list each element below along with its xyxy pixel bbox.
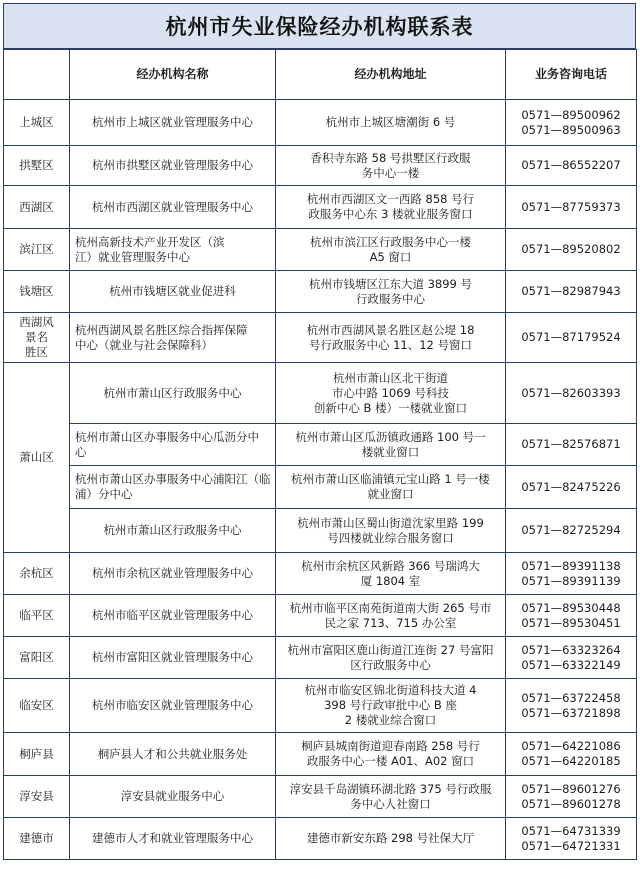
- address-line: 政服务中心东 3 楼就业服务窗口: [308, 207, 473, 221]
- address-line: 398 号行政审批中心 B 座: [324, 698, 457, 712]
- org-name-line: 杭州市西湖区就业管理服务中心: [92, 199, 253, 214]
- phone-number[interactable]: 0571—63721898: [521, 705, 621, 720]
- phone-cell: [506, 186, 637, 229]
- header-org-name: 经办机构名称: [70, 50, 276, 100]
- address-line: 桐庐县城南街道迎春南路 258 号行: [301, 739, 480, 753]
- phone-number[interactable]: 0571—89391138: [521, 558, 621, 573]
- table-row: [4, 466, 637, 509]
- org-name-cell: [70, 818, 276, 860]
- phone-cell: [506, 313, 637, 363]
- address-cell: [276, 595, 506, 637]
- address-line: 杭州市西湖风景名胜区赵公堤 18: [306, 322, 475, 337]
- org-name-cell: [70, 466, 276, 509]
- org-name-cell: [70, 509, 276, 553]
- phone-cell: [506, 733, 637, 776]
- phone-cell: [506, 229, 637, 271]
- phone-number[interactable]: 0571—63323264: [521, 642, 621, 657]
- address-cell: [276, 271, 506, 313]
- org-name-line: 杭州西湖风景名胜区综合指挥保障: [75, 322, 248, 337]
- phone-number[interactable]: 0571—82725294: [521, 523, 621, 537]
- phone-cell: [506, 100, 637, 146]
- district-cell: [4, 637, 70, 679]
- address-line: 杭州市萧山区瓜沥镇政通路 100 号一: [295, 429, 486, 444]
- org-name-line: 杭州高新技术产业开发区（滨: [75, 234, 225, 249]
- phone-number[interactable]: 0571—89520802: [521, 242, 621, 256]
- org-name-line: 杭州市富阳区就业管理服务中心: [92, 650, 253, 664]
- org-name-line: 杭州市拱墅区就业管理服务中心: [92, 158, 253, 172]
- district-cell: [4, 100, 70, 146]
- address-line: 建德市新安东路 298 号社保大厅: [306, 831, 475, 845]
- district-line: 淳安县: [19, 789, 54, 803]
- district-line: 钱塘区: [19, 284, 54, 298]
- district-line: 胜区: [25, 345, 48, 359]
- address-line: 号四楼就业综合服务窗口: [327, 530, 454, 545]
- phone-cell: [506, 776, 637, 818]
- district-cell: [4, 776, 70, 818]
- phone-number[interactable]: 0571—64731339: [521, 823, 621, 838]
- org-name-line: 心: [75, 444, 87, 459]
- address-line: 市心中路 1069 号科技: [331, 385, 450, 400]
- phone-number[interactable]: 0571—89601278: [521, 796, 621, 811]
- district-line: 上城区: [19, 115, 54, 129]
- phone-number[interactable]: 0571—63322149: [521, 657, 621, 672]
- header-district: [4, 50, 70, 100]
- address-cell: [276, 466, 506, 509]
- address-line: 号行政服务中心 11、12 号窗口: [308, 337, 473, 352]
- address-line: 行政服务中心: [356, 291, 425, 306]
- org-name-line: 杭州市临平区就业管理服务中心: [92, 608, 253, 622]
- district-cell: [4, 818, 70, 860]
- org-name-line: 杭州市萧山区办事服务中心浦阳江（临: [75, 472, 271, 486]
- district-line: 桐庐县: [19, 746, 54, 761]
- address-line: 杭州市富阳区鹿山街道江连街 27 号富阳: [287, 642, 494, 657]
- district-cell: [4, 733, 70, 776]
- phone-number[interactable]: 0571—86552207: [521, 158, 621, 172]
- address-cell: [276, 733, 506, 776]
- org-name-line: 中心（就业与社会保障科）: [75, 337, 213, 352]
- address-line: 厦 1804 室: [360, 573, 421, 588]
- district-line: 建德市: [19, 831, 54, 845]
- table-row: [4, 229, 637, 271]
- org-name-cell: [70, 595, 276, 637]
- phone-cell: [506, 679, 637, 733]
- address-cell: [276, 146, 506, 186]
- table-row: [4, 509, 637, 553]
- table-row: [4, 313, 637, 363]
- address-line: 杭州市上城区塘潮街 6 号: [325, 115, 456, 129]
- phone-number[interactable]: 0571—87179524: [521, 330, 621, 344]
- district-line: 富阳区: [19, 650, 54, 664]
- district-cell: [4, 679, 70, 733]
- district-line: 拱墅区: [19, 158, 54, 172]
- district-line: 滨江区: [19, 242, 54, 256]
- address-cell: [276, 509, 506, 553]
- table-row: [4, 637, 637, 679]
- phone-number[interactable]: 0571—89500963: [521, 122, 621, 137]
- address-cell: [276, 363, 506, 424]
- phone-cell: [506, 509, 637, 553]
- address-line: 香积寺东路 58 号拱墅区行政服: [310, 150, 471, 165]
- contact-table: [3, 49, 637, 860]
- phone-cell: [506, 466, 637, 509]
- address-line: 杭州市滨江区行政服务中心一楼: [310, 234, 471, 249]
- phone-number[interactable]: 0571—64721331: [521, 838, 621, 853]
- address-cell: [276, 229, 506, 271]
- district-cell: [4, 186, 70, 229]
- org-name-line: 建德市人才和就业管理服务中心: [92, 831, 253, 845]
- table-row: [4, 679, 637, 733]
- table-row: [4, 553, 637, 595]
- district-cell: [4, 595, 70, 637]
- phone-cell: [506, 363, 637, 424]
- phone-cell: [506, 637, 637, 679]
- address-cell: [276, 637, 506, 679]
- org-name-line: 淳安县就业服务中心: [120, 789, 225, 803]
- address-line: 务中心一楼: [361, 165, 420, 180]
- table-row: [4, 424, 637, 466]
- table-row: [4, 146, 637, 186]
- page-title: 杭州市失业保险经办机构联系表: [3, 3, 636, 49]
- phone-number[interactable]: 0571—82576871: [521, 437, 621, 451]
- org-name-line: 杭州市萧山区行政服务中心: [103, 385, 242, 400]
- phone-cell: [506, 424, 637, 466]
- address-cell: [276, 100, 506, 146]
- address-line: 务中心人社窗口: [350, 796, 431, 811]
- phone-number[interactable]: 0571—82603393: [521, 385, 621, 400]
- org-name-cell: [70, 100, 276, 146]
- phone-cell: [506, 146, 637, 186]
- address-line: 杭州市钱塘区江东大道 3899 号: [308, 276, 473, 291]
- phone-cell: [506, 553, 637, 595]
- phone-number[interactable]: 0571—89601276: [521, 781, 621, 796]
- district-cell: [4, 229, 70, 271]
- org-name-line: 杭州市上城区就业管理服务中心: [92, 115, 253, 129]
- address-line: 政服务中心一楼 A01、A02 窗口: [306, 754, 475, 768]
- table-row: [4, 776, 637, 818]
- header-row: [4, 50, 637, 100]
- table-row: [4, 733, 637, 776]
- phone-cell: [506, 271, 637, 313]
- table-row: [4, 100, 637, 146]
- org-name-cell: [70, 229, 276, 271]
- org-name-cell: [70, 146, 276, 186]
- district-line: 临安区: [19, 698, 54, 712]
- header-phone: 业务咨询电话: [506, 50, 637, 100]
- org-name-line: 杭州市临安区就业管理服务中心: [92, 698, 253, 712]
- org-name-line: 杭州市余杭区就业管理服务中心: [92, 566, 253, 580]
- org-name-cell: [70, 637, 276, 679]
- org-name-cell: [70, 424, 276, 466]
- district-line: 萧山区: [19, 450, 54, 464]
- phone-number[interactable]: 0571—64221086: [521, 739, 621, 753]
- address-line: 区行政服务中心: [350, 657, 431, 672]
- org-name-cell: [70, 553, 276, 595]
- district-line: 西湖区: [19, 199, 54, 214]
- address-cell: [276, 553, 506, 595]
- phone-cell: [506, 818, 637, 860]
- org-name-cell: [70, 313, 276, 363]
- phone-number[interactable]: 0571—89500962: [521, 107, 621, 122]
- org-name-cell: [70, 733, 276, 776]
- address-line: 杭州市萧山区北干街道: [333, 370, 448, 385]
- table-row: [4, 186, 637, 229]
- address-line: 民之家 713、715 办公室: [324, 615, 457, 630]
- address-line: 杭州市余杭区风新路 366 号瑞鸿大: [301, 558, 480, 573]
- phone-number[interactable]: 0571—89530448: [521, 600, 621, 615]
- address-cell: [276, 818, 506, 860]
- org-name-cell: [70, 679, 276, 733]
- address-line: A5 窗口: [369, 249, 412, 264]
- address-cell: [276, 186, 506, 229]
- address-cell: [276, 776, 506, 818]
- district-line: 景名: [25, 330, 48, 344]
- district-cell: [4, 271, 70, 313]
- phone-cell: [506, 595, 637, 637]
- district-line: 西湖风: [19, 315, 54, 329]
- district-line: 余杭区: [19, 566, 54, 580]
- phone-number[interactable]: 0571—63722458: [521, 690, 621, 705]
- address-cell: [276, 424, 506, 466]
- org-name-line: 桐庐县人才和公共就业服务处: [97, 746, 248, 761]
- org-name-line: 杭州市钱塘区就业促进科: [109, 284, 236, 298]
- address-line: 就业窗口: [367, 487, 414, 501]
- table-row: [4, 271, 637, 313]
- contact-sheet: [3, 3, 636, 860]
- org-name-cell: [70, 363, 276, 424]
- district-line: 临平区: [19, 608, 54, 622]
- address-line: 2 楼就业综合窗口: [344, 713, 437, 727]
- org-name-line: 杭州市萧山区行政服务中心: [103, 523, 242, 537]
- address-line: 杭州市西湖区文一西路 858 号行: [306, 192, 475, 206]
- phone-number[interactable]: 0571—87759373: [521, 199, 621, 214]
- org-name-line: 浦）分中心: [75, 487, 133, 501]
- district-cell: [4, 363, 70, 553]
- address-line: 淳安县千岛湖镇环湖北路 375 号行政服: [289, 781, 492, 796]
- district-cell: [4, 146, 70, 186]
- phone-number[interactable]: 0571—89530451: [521, 615, 621, 630]
- org-name-cell: [70, 271, 276, 313]
- address-line: 杭州市临安区锦北街道科技大道 4: [304, 683, 477, 697]
- address-line: 楼就业窗口: [361, 444, 420, 459]
- table-row: [4, 595, 637, 637]
- phone-number[interactable]: 0571—82475226: [521, 479, 621, 494]
- address-cell: [276, 679, 506, 733]
- header-address: 经办机构地址: [276, 50, 506, 100]
- org-name-cell: [70, 186, 276, 229]
- org-name-line: 江）就业管理服务中心: [75, 249, 190, 264]
- org-name-cell: [70, 776, 276, 818]
- table-row: [4, 363, 637, 424]
- district-cell: [4, 313, 70, 363]
- org-name-line: 杭州市萧山区办事服务中心瓜沥分中: [75, 429, 259, 444]
- address-line: 杭州市萧山区蜀山街道沈家里路 199: [297, 515, 484, 530]
- address-line: 创新中心 B 楼）一楼就业窗口: [313, 400, 468, 415]
- address-cell: [276, 313, 506, 363]
- phone-number[interactable]: 0571—82987943: [521, 284, 621, 298]
- table-row: [4, 818, 637, 860]
- phone-number[interactable]: 0571—89391139: [521, 573, 621, 588]
- address-line: 杭州市萧山区临浦镇元宝山路 1 号一楼: [291, 472, 490, 486]
- district-cell: [4, 553, 70, 595]
- address-line: 杭州市临平区南苑街道南大街 265 号市: [289, 600, 492, 615]
- phone-number[interactable]: 0571—64220185: [521, 754, 621, 768]
